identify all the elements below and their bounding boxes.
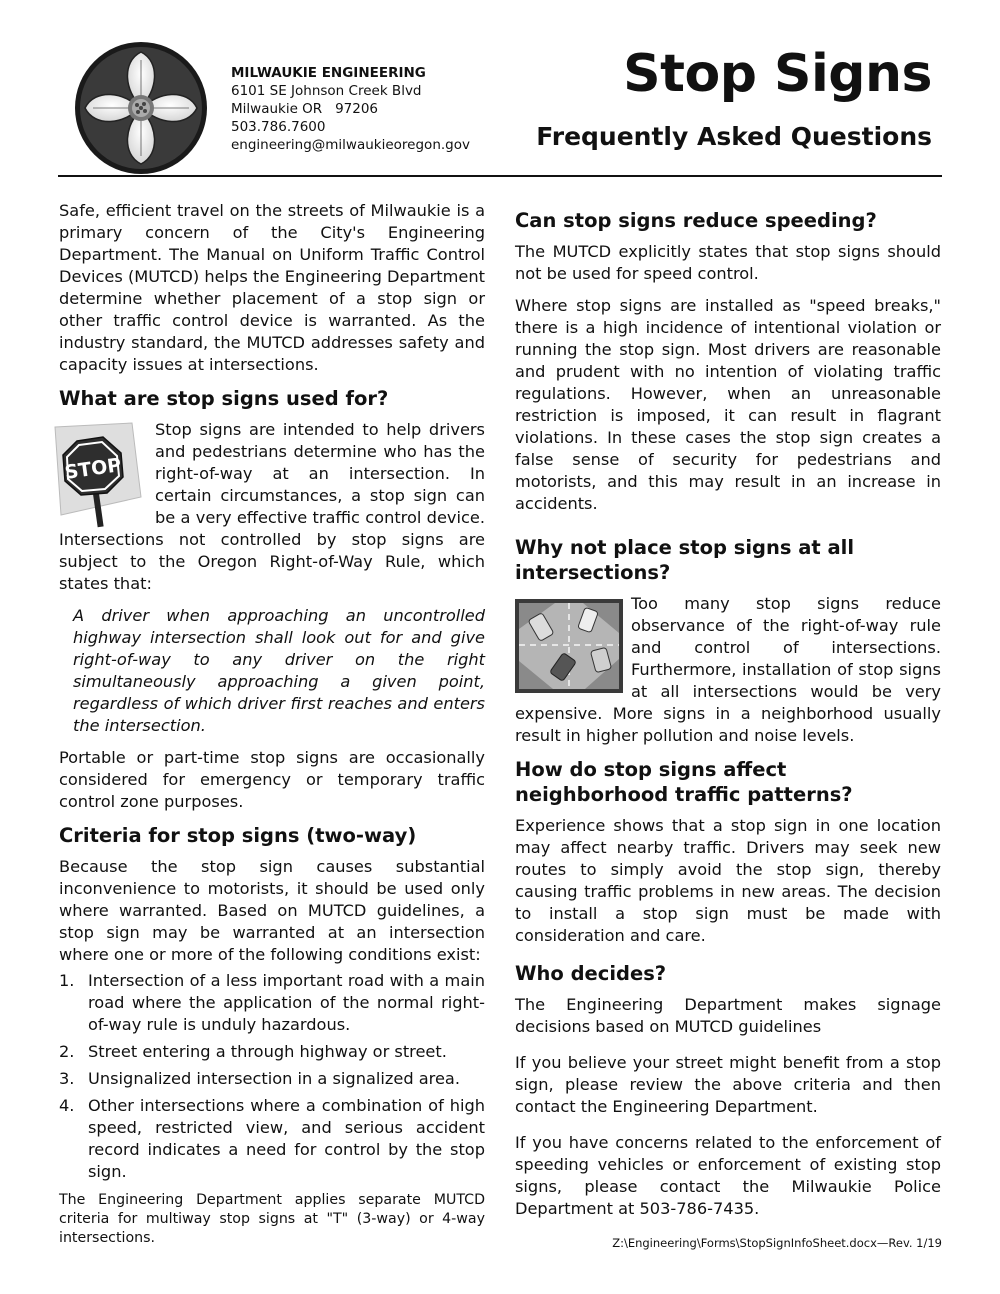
decides-paragraph-2: If you believe your street might benefit from a stop sign, please review the above criteria and then contact the Engineering Department. <box>515 1053 941 1116</box>
criteria-intro: Because the stop sign causes substantial inconvenience to motorists, it should be used only where warranted. Based on MUTCD guidelines, a stop sign may be warranted at an intersection where one or more of the following conditions exist: <box>59 857 485 964</box>
list-item <box>59 970 485 1036</box>
list-item <box>59 1095 485 1183</box>
address-line-2: Milwaukie OR 97206 <box>231 101 379 117</box>
criteria-heading: Criteria for stop signs (two-way) <box>59 824 417 847</box>
speeding-heading: Can stop signs reduce speeding? <box>515 209 877 232</box>
stop-sign-label: STOP <box>63 454 123 484</box>
list-item-number: 2. <box>59 1042 75 1061</box>
portable-signs-paragraph: Portable or part-time stop signs are occasionally considered for emergency or temporary traffic control zone purposes. <box>59 748 485 811</box>
speeding-paragraph-1: The MUTCD explicitly states that stop signs should not be used for speed control. <box>515 242 941 283</box>
multiway-note: The Engineering Department applies separate MUTCD criteria for multiway stop signs at "T" (3-way) or 4-way intersections. <box>59 1192 485 1246</box>
list-item-text: Intersection of a less important road with a main road where the application of the normal right-of-way rule is unduly hazardous. <box>88 971 485 1034</box>
speeding-paragraph-2: Where stop signs are installed as "speed breaks," there is a high incidence of intentional violation or running the stop sign. Most drivers are reasonable and prudent with no intention of violating traffic regulations. However, when an unreasonable restriction is imposed, it can result in flagrant violations. In these cases the stop sign creates a false sense of security for pedestrians and motorists, and this may result in an increase in accidents. <box>515 296 941 513</box>
list-item-text: Unsignalized intersection in a signalized area. <box>88 1069 460 1088</box>
patterns-paragraph: Experience shows that a stop sign in one location may affect nearby traffic. Drivers may seek new routes to simply avoid the stop sign, thereby causing traffic problems in new areas. The decision to install a stop sign must be made with consideration and care. <box>515 816 941 945</box>
phone-number: 503.786.7600 <box>231 119 326 135</box>
all-intersections-section <box>515 593 941 747</box>
email-address: engineering@milwaukieoregon.gov <box>231 137 470 153</box>
right-column <box>515 208 941 1230</box>
list-item-number: 1. <box>59 971 75 990</box>
list-item-text: Street entering a through highway or street. <box>88 1042 447 1061</box>
city-logo-icon <box>73 40 209 176</box>
list-item <box>59 1068 485 1090</box>
patterns-heading: How do stop signs affect neighborhood traffic patterns? <box>515 758 853 806</box>
used-for-heading: What are stop signs used for? <box>59 387 389 410</box>
header-divider <box>58 175 942 177</box>
stop-sign-icon <box>37 419 149 529</box>
list-item <box>59 1041 485 1063</box>
address-line-1: 6101 SE Johnson Creek Blvd <box>231 83 422 99</box>
list-item-number: 4. <box>59 1096 75 1115</box>
list-item-text: Other intersections where a combination of high speed, restricted view, and serious accident record indicates a need for control by the stop sign. <box>88 1096 485 1181</box>
intro-paragraph: Safe, efficient travel on the streets of Milwaukie is a primary concern of the City's Engineering Department. The Manual on Uniform Traffic Control Devices (MUTCD) helps the Engineering Department determine whether placement of a stop sign or other traffic control device is warranted. As the industry standard, the MUTCD addresses safety and capacity issues at intersections. <box>59 201 485 374</box>
decides-paragraph-3: If you have concerns related to the enforcement of speeding vehicles or enforcement of existing stop signs, please contact the Milwaukie Police Department at 503-786-7435. <box>515 1133 941 1218</box>
decides-paragraph-1: The Engineering Department makes signage decisions based on MUTCD guidelines <box>515 995 941 1036</box>
file-reference: Z:\Engineering\Forms\StopSignInfoSheet.docx—Rev. 1/19 <box>612 1236 942 1250</box>
used-for-paragraph: Stop signs are intended to help drivers and pedestrians determine who has the right-of-way at an intersection. In certain circumstances, a stop sign can be a very effective traffic control device. Intersections not controlled by stop signs are subject to the Oregon Right-of-Way Rule, which states that: <box>59 420 485 593</box>
criteria-list <box>59 970 485 1183</box>
page-title: Stop Signs <box>623 44 932 104</box>
all-intersections-heading: Why not place stop signs at all intersections? <box>515 536 855 584</box>
org-contact-block <box>231 64 470 154</box>
all-intersections-paragraph: Too many stop signs reduce observance of the right-of-way rule and control of intersections. Furthermore, installation of stop signs at all intersections would be very expensive. More signs in a neighborhood usually result in higher pollution and noise levels. <box>515 594 941 745</box>
left-column <box>59 200 485 1258</box>
who-decides-heading: Who decides? <box>515 962 667 985</box>
org-name: MILWAUKIE ENGINEERING <box>231 65 426 81</box>
list-item-number: 3. <box>59 1069 75 1088</box>
used-for-section <box>59 419 485 595</box>
intersection-icon <box>515 599 623 693</box>
right-of-way-rule-quote: A driver when approaching an uncontrolled highway intersection shall look out for and give right-of-way to any driver on the right simultaneously approaching a given point, regardless of which driver first reaches and enters the intersection. <box>73 606 485 735</box>
page-subtitle: Frequently Asked Questions <box>536 122 932 151</box>
